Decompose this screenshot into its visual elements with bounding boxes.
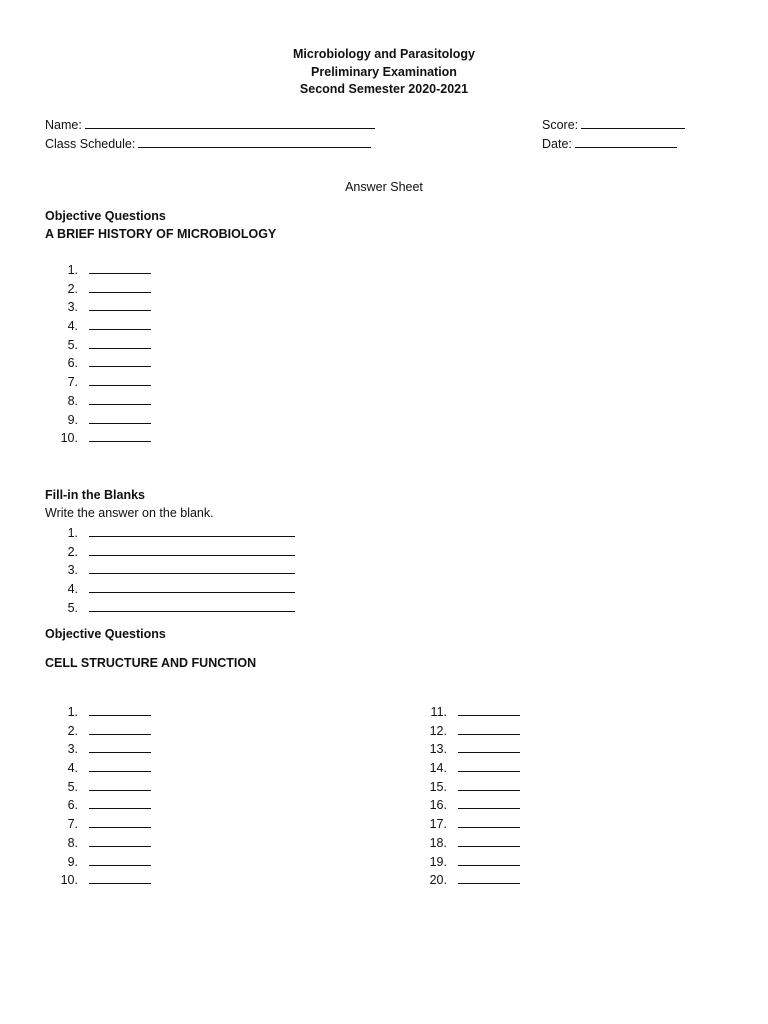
answer-item: [44, 524, 295, 543]
section3-subtitle: CELL STRUCTURE AND FUNCTION: [45, 656, 257, 670]
item-number: 1.: [67, 705, 78, 719]
answer-item: [44, 815, 151, 834]
answer-blank[interactable]: [89, 543, 295, 556]
item-number: 13.: [429, 742, 447, 757]
name-field[interactable]: [85, 116, 375, 129]
class-schedule-field[interactable]: [138, 135, 371, 148]
item-number: 8.: [67, 835, 78, 850]
answer-blank[interactable]: [89, 392, 151, 405]
section1-subtitle: A BRIEF HISTORY OF MICROBIOLOGY: [45, 227, 277, 241]
item-number: 3.: [67, 300, 78, 315]
answer-blank[interactable]: [458, 815, 520, 828]
section2-answer-list: [44, 524, 295, 617]
answer-blank[interactable]: [89, 261, 151, 274]
answer-blank[interactable]: [89, 703, 151, 716]
answer-blank[interactable]: [89, 280, 151, 293]
answer-item: [44, 373, 151, 392]
item-number: 3.: [67, 563, 78, 578]
answer-blank[interactable]: [89, 317, 151, 330]
answer-blank[interactable]: [89, 759, 151, 772]
answer-item: [44, 354, 151, 373]
answer-blank[interactable]: [458, 759, 520, 772]
answer-item: [413, 871, 520, 890]
answer-item: [44, 392, 151, 411]
answer-blank[interactable]: [89, 373, 151, 386]
item-number: 3.: [67, 742, 78, 757]
document-header: [0, 46, 768, 99]
answer-item: [413, 853, 520, 872]
answer-item: [44, 599, 295, 618]
item-number: 2.: [67, 544, 78, 559]
answer-item: [44, 703, 151, 722]
item-number: 10.: [60, 431, 78, 446]
item-number: 16.: [429, 798, 447, 813]
answer-blank[interactable]: [89, 354, 151, 367]
score-label: Score:: [542, 118, 579, 132]
answer-blank[interactable]: [458, 853, 520, 866]
answer-item: [44, 429, 151, 448]
class-schedule-row: [45, 135, 375, 154]
score-field[interactable]: [581, 116, 685, 129]
item-number: 4.: [67, 319, 78, 334]
item-number: 20.: [429, 873, 447, 888]
answer-item: [413, 722, 520, 741]
item-number: 14.: [429, 761, 447, 776]
answer-blank[interactable]: [458, 778, 520, 791]
answer-item: [44, 796, 151, 815]
answer-item: [413, 740, 520, 759]
section3-title: Objective Questions: [45, 627, 166, 641]
answer-item: [44, 834, 151, 853]
section2-title: Fill-in the Blanks: [45, 488, 146, 502]
answer-blank[interactable]: [89, 778, 151, 791]
answer-blank[interactable]: [458, 796, 520, 809]
semester-title: Second Semester 2020-2021: [299, 82, 469, 96]
answer-blank[interactable]: [89, 796, 151, 809]
answer-blank[interactable]: [89, 336, 151, 349]
answer-item: [44, 298, 151, 317]
answer-item: [44, 853, 151, 872]
exam-title: Preliminary Examination: [311, 64, 457, 79]
item-number: 7.: [67, 375, 78, 390]
section1-answer-list: [44, 261, 151, 448]
answer-item: [44, 261, 151, 280]
answer-item: [44, 871, 151, 890]
item-number: 8.: [67, 393, 78, 408]
item-number: 1.: [67, 263, 78, 277]
item-number: 11.: [430, 705, 447, 719]
answer-item: [44, 317, 151, 336]
answer-item: [44, 778, 151, 797]
score-row: [542, 116, 685, 135]
answer-blank[interactable]: [89, 834, 151, 847]
answer-blank[interactable]: [458, 722, 520, 735]
item-number: 2.: [67, 281, 78, 296]
item-number: 4.: [67, 582, 78, 597]
name-label: Name:: [45, 118, 82, 132]
answer-item: [413, 703, 520, 722]
answer-item: [44, 561, 295, 580]
item-number: 6.: [67, 798, 78, 813]
answer-blank[interactable]: [458, 871, 520, 884]
item-number: 19.: [429, 854, 447, 869]
answer-item: [413, 778, 520, 797]
answer-blank[interactable]: [89, 524, 295, 537]
date-label: Date:: [542, 136, 572, 151]
answer-blank[interactable]: [458, 834, 520, 847]
item-number: 9.: [67, 854, 78, 869]
item-number: 5.: [67, 779, 78, 794]
answer-blank[interactable]: [89, 740, 151, 753]
answer-item: [44, 411, 151, 430]
date-row: [542, 135, 685, 154]
item-number: 9.: [67, 412, 78, 427]
answer-blank[interactable]: [89, 599, 295, 612]
answer-blank[interactable]: [89, 298, 151, 311]
answer-blank[interactable]: [89, 871, 151, 884]
answer-item: [44, 580, 295, 599]
date-field[interactable]: [575, 135, 677, 148]
item-number: 4.: [67, 761, 78, 776]
answer-item: [413, 834, 520, 853]
student-info: [45, 116, 375, 153]
answer-blank[interactable]: [89, 411, 151, 424]
item-number: 1.: [67, 526, 78, 540]
answer-blank[interactable]: [89, 580, 295, 593]
answer-blank[interactable]: [458, 703, 520, 716]
answer-blank[interactable]: [89, 853, 151, 866]
item-number: 2.: [67, 723, 78, 738]
class-schedule-label: Class Schedule:: [45, 136, 136, 151]
answer-blank[interactable]: [458, 740, 520, 753]
course-title: Microbiology and Parasitology: [293, 47, 475, 61]
item-number: 5.: [67, 337, 78, 352]
section3-answer-list-left: [44, 703, 151, 890]
answer-blank[interactable]: [89, 561, 295, 574]
name-row: [45, 116, 375, 135]
item-number: 15.: [429, 779, 447, 794]
item-number: 10.: [60, 873, 78, 888]
answer-item: [44, 759, 151, 778]
item-number: 5.: [67, 600, 78, 615]
answer-item: [44, 722, 151, 741]
answer-item: [44, 543, 295, 562]
answer-item: [44, 336, 151, 355]
answer-item: [413, 815, 520, 834]
section3-answer-list-right: [413, 703, 520, 890]
score-info: [542, 116, 685, 153]
answer-item: [44, 740, 151, 759]
answer-blank[interactable]: [89, 815, 151, 828]
item-number: 17.: [429, 817, 447, 832]
section1-title: Objective Questions: [45, 209, 166, 223]
answer-blank[interactable]: [89, 429, 151, 442]
answer-item: [44, 280, 151, 299]
item-number: 6.: [67, 356, 78, 371]
section2-instruction: Write the answer on the blank.: [45, 506, 214, 520]
item-number: 7.: [67, 817, 78, 832]
answer-blank[interactable]: [89, 722, 151, 735]
answer-sheet-title: Answer Sheet: [345, 180, 423, 194]
answer-item: [413, 759, 520, 778]
answer-item: [413, 796, 520, 815]
item-number: 12.: [429, 723, 447, 738]
item-number: 18.: [429, 835, 447, 850]
